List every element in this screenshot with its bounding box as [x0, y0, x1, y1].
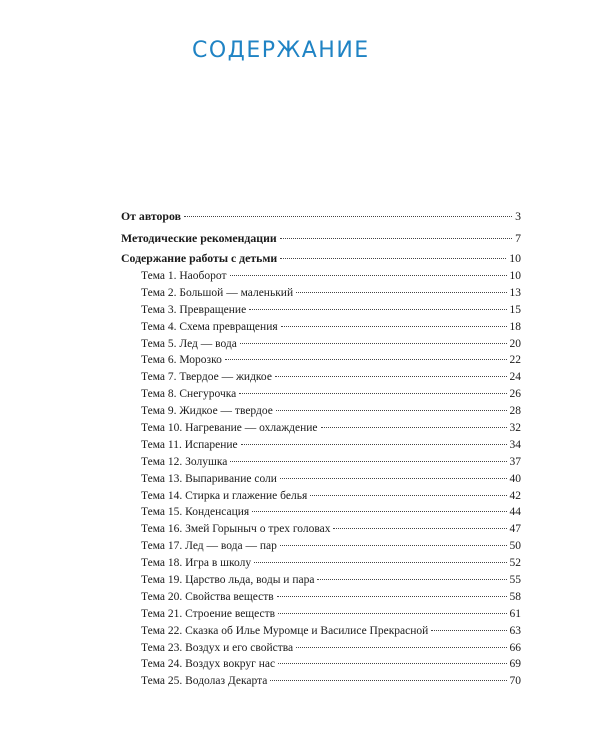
- toc-topic-row: [121, 336, 521, 353]
- dot-leader: [310, 494, 506, 496]
- toc-entry-title: Содержание работы с детьми: [121, 251, 278, 265]
- toc-page-number: 61: [509, 607, 521, 620]
- toc-page-number: 63: [509, 624, 521, 637]
- toc-page-number: 70: [509, 675, 521, 688]
- dot-leader: [278, 662, 506, 664]
- page-title: СОДЕРЖАНИЕ: [192, 38, 370, 63]
- toc-page-number: 13: [509, 286, 521, 299]
- dot-leader: [240, 342, 507, 344]
- toc-entry-title: От авторов: [121, 209, 181, 223]
- toc-page-number: 40: [509, 472, 521, 485]
- dot-leader: [280, 237, 512, 239]
- dot-leader: [184, 215, 512, 217]
- dot-leader: [241, 443, 507, 445]
- toc-topic-row: [121, 302, 521, 319]
- toc-page-number: 26: [509, 388, 521, 401]
- dot-leader: [230, 274, 507, 276]
- toc-entry-title: Тема 2. Большой — маленький: [141, 286, 294, 299]
- toc-page-number: 34: [509, 438, 521, 451]
- toc-page-number: 58: [509, 590, 521, 603]
- toc-entry-title: Тема 9. Жидкое — твердое: [141, 405, 273, 418]
- toc-page-number: 52: [509, 557, 521, 570]
- toc-entry-title: Тема 17. Лед — вода — пар: [141, 540, 277, 553]
- toc-page-number: 3: [515, 209, 521, 223]
- dot-leader: [270, 679, 506, 681]
- toc-topic-row: [121, 623, 521, 640]
- toc-page-number: 42: [509, 489, 521, 502]
- toc-topic-row: [121, 538, 521, 555]
- dot-leader: [278, 612, 506, 614]
- dot-leader: [280, 477, 507, 479]
- toc-page-number: 28: [509, 405, 521, 418]
- toc-topic-row: [121, 369, 521, 386]
- toc-page-number: 10: [509, 270, 521, 282]
- toc-entry-title: Тема 21. Строение веществ: [141, 607, 276, 620]
- toc-entry-title: Тема 5. Лед — вода: [141, 337, 237, 350]
- table-of-contents: [121, 206, 521, 690]
- dot-leader: [275, 375, 507, 377]
- dot-leader: [321, 426, 507, 428]
- toc-page-number: 69: [509, 658, 521, 671]
- toc-topic-row: [121, 572, 521, 589]
- toc-page-number: 47: [509, 523, 521, 536]
- toc-page-number: 24: [509, 371, 521, 384]
- toc-entry-title: Тема 16. Змей Горыныч о трех головах: [141, 523, 331, 536]
- toc-entry-title: Тема 10. Нагревание — охлаждение: [141, 422, 318, 435]
- toc-entry-title: Тема 19. Царство льда, воды и пара: [141, 574, 315, 587]
- toc-topic-row: [121, 504, 521, 521]
- dot-leader: [333, 527, 506, 529]
- toc-topic-row: [121, 555, 521, 572]
- toc-entry-title: Тема 18. Игра в школу: [141, 557, 252, 570]
- toc-topic-row: [121, 488, 521, 505]
- toc-page-number: 66: [509, 641, 521, 654]
- toc-page-number: 37: [509, 455, 521, 468]
- dot-leader: [431, 629, 506, 631]
- toc-page-number: 22: [509, 354, 521, 367]
- toc-entry-title: Тема 7. Твердое — жидкое: [141, 371, 272, 384]
- dot-leader: [239, 392, 506, 394]
- toc-entry-title: Тема 13. Выпаривание соли: [141, 472, 277, 485]
- toc-entry-title: Тема 25. Водолаз Декарта: [141, 675, 268, 688]
- toc-entry-title: Тема 1. Наоборот: [141, 270, 227, 282]
- dot-leader: [280, 257, 506, 259]
- toc-topic-row: [121, 268, 521, 285]
- toc-entry-title: Тема 24. Воздух вокруг нас: [141, 658, 276, 671]
- toc-entry-title: Тема 15. Конденсация: [141, 506, 250, 519]
- toc-entry-title: Тема 20. Свойства веществ: [141, 590, 274, 603]
- dot-leader: [254, 561, 506, 563]
- toc-topic-row: [121, 606, 521, 623]
- toc-section-work-content: [121, 249, 521, 268]
- toc-entry-title: Тема 12. Золушка: [141, 455, 228, 468]
- toc-entry-title: Тема 8. Снегурочка: [141, 388, 237, 401]
- toc-topic-row: [121, 352, 521, 369]
- toc-page-number: 44: [509, 506, 521, 519]
- toc-topic-row: [121, 673, 521, 690]
- toc-topic-row: [121, 403, 521, 420]
- toc-entry-title: Методические рекомендации: [121, 230, 277, 245]
- toc-topic-row: [121, 437, 521, 454]
- dot-leader: [249, 308, 506, 310]
- toc-topic-row: [121, 285, 521, 302]
- toc-topic-row: [121, 589, 521, 606]
- toc-topic-row: [121, 420, 521, 437]
- toc-page-number: 32: [509, 422, 521, 435]
- toc-entry-title: Тема 3. Превращение: [141, 303, 247, 316]
- dot-leader: [230, 460, 506, 462]
- toc-page-number: 10: [509, 251, 521, 265]
- toc-entry-title: Тема 4. Схема превращения: [141, 320, 278, 333]
- toc-page-number: 20: [509, 337, 521, 350]
- dot-leader: [225, 358, 507, 360]
- toc-section-methodology: [121, 228, 521, 250]
- dot-leader: [281, 325, 507, 327]
- toc-topic-row: [121, 521, 521, 538]
- dot-leader: [276, 409, 507, 411]
- toc-topic-row: [121, 454, 521, 471]
- toc-section-authors: [121, 206, 521, 228]
- toc-page-number: 15: [509, 303, 521, 316]
- dot-leader: [252, 510, 506, 512]
- toc-entry-title: Тема 23. Воздух и его свойства: [141, 641, 294, 654]
- toc-page-number: 50: [509, 540, 521, 553]
- toc-entry-title: Тема 14. Стирка и глажение белья: [141, 489, 308, 502]
- toc-page-number: 7: [515, 230, 521, 245]
- toc-entry-title: Тема 6. Морозко: [141, 354, 222, 367]
- toc-entry-title: Тема 22. Сказка об Илье Муромце и Василисе Прекрасной: [141, 624, 429, 637]
- dot-leader: [277, 595, 507, 597]
- topic-list: [121, 268, 521, 690]
- toc-page-number: 18: [509, 320, 521, 333]
- dot-leader: [296, 646, 506, 648]
- toc-entry-title: Тема 11. Испарение: [141, 438, 238, 451]
- toc-topic-row: [121, 471, 521, 488]
- toc-topic-row: [121, 640, 521, 657]
- toc-topic-row: [121, 386, 521, 403]
- toc-page-number: 55: [509, 574, 521, 587]
- toc-topic-row: [121, 319, 521, 336]
- dot-leader: [317, 578, 506, 580]
- dot-leader: [280, 544, 507, 546]
- dot-leader: [296, 291, 506, 293]
- toc-topic-row: [121, 656, 521, 673]
